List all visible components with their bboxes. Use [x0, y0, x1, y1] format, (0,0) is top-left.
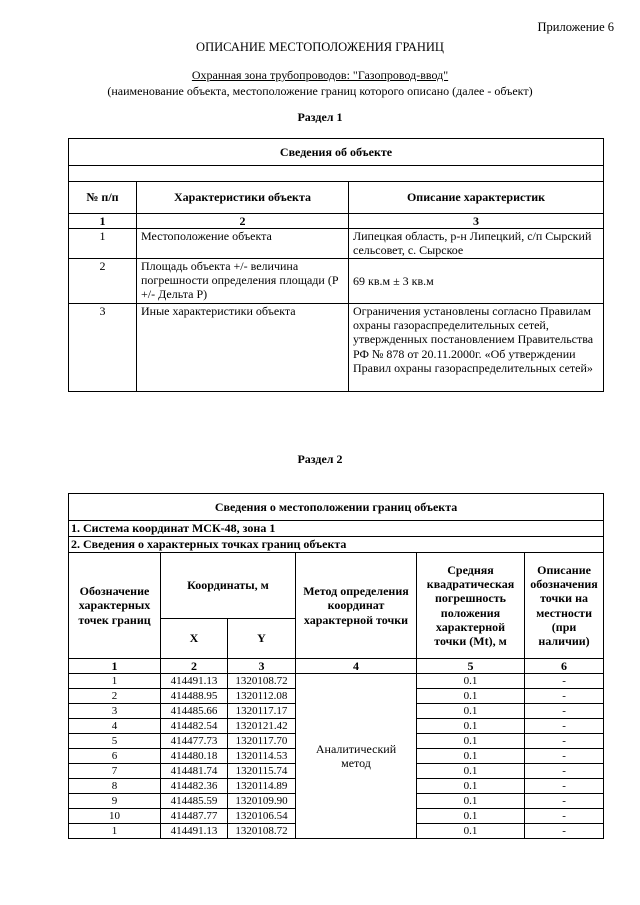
point-name: 3 [69, 704, 161, 719]
col-header-desc: Описание характеристик [349, 182, 604, 214]
point-y: 1320112.08 [228, 689, 296, 704]
row-desc: Ограничения установлены согласно Правилам охраны газораспределительных сетей, утвержденных постановлением Правительства РФ № 878 от 20.11.2000г. «Об утверждении Правил охраны газораспределительных сетей» [349, 304, 604, 392]
row-num: 2 [69, 259, 137, 304]
row-char: Местоположение объекта [137, 229, 349, 259]
point-desc: - [525, 794, 604, 809]
point-desc: - [525, 719, 604, 734]
col-header-method: Метод определения координат характерной точки [296, 553, 417, 659]
index-cell: 2 [137, 214, 349, 229]
index-cell: 2 [161, 659, 228, 674]
point-error: 0.1 [417, 749, 525, 764]
point-name: 10 [69, 809, 161, 824]
point-x: 414480.18 [161, 749, 228, 764]
point-x: 414482.36 [161, 779, 228, 794]
point-name: 6 [69, 749, 161, 764]
col-header-y: Y [228, 619, 296, 659]
point-error: 0.1 [417, 779, 525, 794]
point-x: 414481.74 [161, 764, 228, 779]
object-row [69, 304, 604, 392]
coordinate-system: 1. Система координат МСК-48, зона 1 [69, 521, 604, 537]
point-name: 7 [69, 764, 161, 779]
col-header-error: Средняя квадратическая погрешность положения характерной точки (Mt), м [417, 553, 525, 659]
point-x: 414488.95 [161, 689, 228, 704]
point-desc: - [525, 749, 604, 764]
point-x: 414477.73 [161, 734, 228, 749]
section2-heading: Раздел 2 [297, 452, 343, 466]
point-error: 0.1 [417, 734, 525, 749]
point-y: 1320114.53 [228, 749, 296, 764]
boundary-location-table [68, 493, 604, 839]
point-desc: - [525, 674, 604, 689]
point-desc: - [525, 704, 604, 719]
point-name: 1 [69, 824, 161, 839]
point-desc: - [525, 734, 604, 749]
index-cell: 6 [525, 659, 604, 674]
col-header-point-desc: Описание обозначения точки на местности (при наличии) [525, 553, 604, 659]
point-name: 2 [69, 689, 161, 704]
point-x: 414491.13 [161, 824, 228, 839]
point-desc: - [525, 764, 604, 779]
point-y: 1320108.72 [228, 824, 296, 839]
index-cell: 3 [349, 214, 604, 229]
index-cell: 1 [69, 659, 161, 674]
point-error: 0.1 [417, 704, 525, 719]
point-desc: - [525, 824, 604, 839]
index-cell: 1 [69, 214, 137, 229]
appendix-label: Приложение 6 [537, 20, 614, 34]
point-name: 1 [69, 674, 161, 689]
method-cell: Аналитический метод [296, 674, 417, 839]
point-x: 414485.66 [161, 704, 228, 719]
point-error: 0.1 [417, 809, 525, 824]
point-error: 0.1 [417, 674, 525, 689]
point-x: 414487.77 [161, 809, 228, 824]
point-name: 8 [69, 779, 161, 794]
row-char: Иные характеристики объекта [137, 304, 349, 392]
point-x: 414491.13 [161, 674, 228, 689]
point-y: 1320109.90 [228, 794, 296, 809]
section1-heading: Раздел 1 [297, 110, 343, 124]
object-row [69, 259, 604, 304]
row-char: Площадь объекта +/- величина погрешности определения площади (Р +/- Дельта Р) [137, 259, 349, 304]
col-header-point-name: Обозначение характерных точек границ [69, 553, 161, 659]
point-error: 0.1 [417, 689, 525, 704]
row-num: 1 [69, 229, 137, 259]
col-header-num: № п/п [69, 182, 137, 214]
col-header-coords: Координаты, м [161, 553, 296, 619]
object-name [0, 68, 640, 83]
point-y: 1320114.89 [228, 779, 296, 794]
row-desc: 69 кв.м ± 3 кв.м [349, 259, 604, 304]
point-name: 4 [69, 719, 161, 734]
col-header-x: X [161, 619, 228, 659]
object-row [69, 229, 604, 259]
points-section-title: 2. Сведения о характерных точках границ объекта [69, 537, 604, 553]
boundary-table-title: Сведения о местоположении границ объекта [69, 494, 604, 521]
point-error: 0.1 [417, 794, 525, 809]
point-error: 0.1 [417, 719, 525, 734]
point-desc: - [525, 779, 604, 794]
point-y: 1320117.17 [228, 704, 296, 719]
object-info-title: Сведения об объекте [69, 139, 604, 166]
point-x: 414482.54 [161, 719, 228, 734]
point-x: 414485.59 [161, 794, 228, 809]
point-y: 1320108.72 [228, 674, 296, 689]
index-cell: 3 [228, 659, 296, 674]
object-note: (наименование объекта, местоположение границ которого описано (далее - объект) [107, 84, 533, 98]
spacer-row [69, 166, 604, 182]
point-name: 5 [69, 734, 161, 749]
point-y: 1320121.42 [228, 719, 296, 734]
point-desc: - [525, 809, 604, 824]
row-num: 3 [69, 304, 137, 392]
point-y: 1320117.70 [228, 734, 296, 749]
col-header-char: Характеристики объекта [137, 182, 349, 214]
point-error: 0.1 [417, 764, 525, 779]
document-title: ОПИСАНИЕ МЕСТОПОЛОЖЕНИЯ ГРАНИЦ [196, 40, 444, 54]
row-desc: Липецкая область, р-н Липецкий, с/п Сырский сельсовет, с. Сырское [349, 229, 604, 259]
index-cell: 4 [296, 659, 417, 674]
object-info-table [68, 138, 604, 392]
index-cell: 5 [417, 659, 525, 674]
point-name: 9 [69, 794, 161, 809]
object-name-text: Охранная зона трубопроводов: "Газопровод-ввод" [191, 68, 449, 82]
point-y: 1320106.54 [228, 809, 296, 824]
point-row [69, 674, 604, 689]
point-y: 1320115.74 [228, 764, 296, 779]
point-error: 0.1 [417, 824, 525, 839]
point-desc: - [525, 689, 604, 704]
